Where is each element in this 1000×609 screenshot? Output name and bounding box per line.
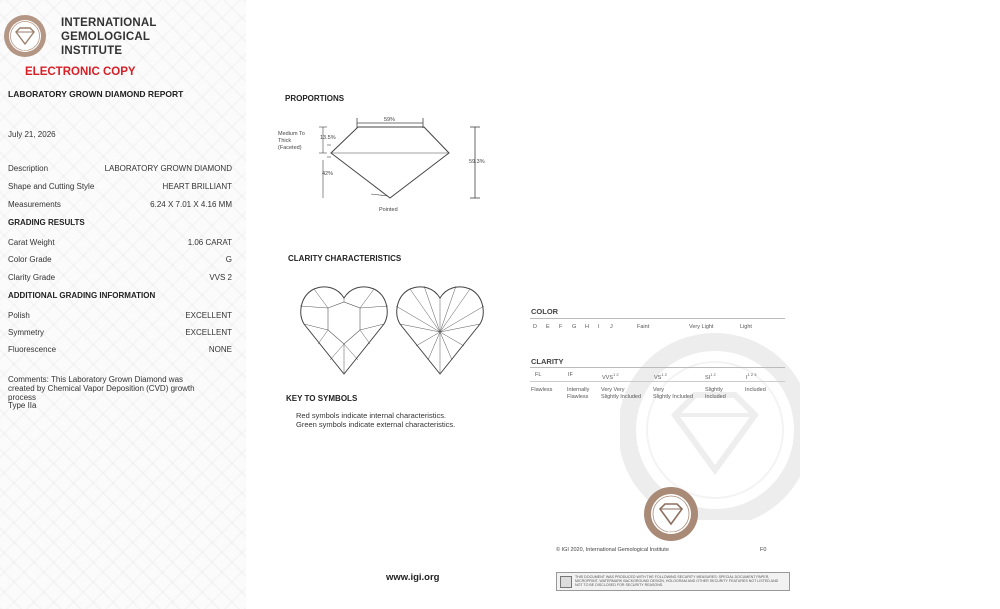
clarity-desc-if [567, 387, 589, 400]
color-grade-value: G [225, 255, 232, 264]
clarity-grade-i [746, 372, 756, 381]
clarity-grade-if: IF [568, 372, 573, 378]
grade-sup: 1 2 [613, 372, 619, 377]
clarity-grade-label: Clarity Grade [8, 273, 56, 282]
grade-text: VS [654, 374, 662, 381]
clarity-grade-si [705, 372, 716, 381]
security-hologram-icon [560, 576, 572, 588]
culet-label: Pointed [379, 207, 398, 213]
color-scale-divider [530, 318, 785, 319]
girdle-label-line: Medium To [278, 131, 305, 137]
crown-percent: 13.5% [320, 135, 336, 141]
description-label: Description [8, 164, 49, 173]
clarity-grade-value: VVS 2 [209, 273, 232, 282]
description-value: LABORATORY GROWN DIAMOND [104, 164, 232, 173]
symmetry-label: Symmetry [8, 328, 44, 337]
igi-bottom-seal [643, 486, 699, 542]
report-date: July 21, 2026 [8, 130, 56, 139]
color-grade-e: E [546, 324, 550, 330]
website-link[interactable]: www.igi.org [386, 572, 440, 583]
carat-value: 1.06 CARAT [187, 238, 232, 247]
heart-pavilion-plot [394, 284, 486, 378]
desc-line: Internally [567, 387, 590, 393]
clarity-characteristics-title: CLARITY CHARACTERISTICS [288, 254, 402, 263]
clarity-desc-fl [531, 387, 552, 394]
svg-text:IGI: IGI [22, 48, 28, 53]
document-code: F0 [760, 547, 767, 553]
svg-text:IGI: IGI [667, 530, 675, 536]
depth-percent: 59.3% [469, 159, 485, 165]
desc-line: Very Very [601, 387, 625, 393]
desc-line: Included [705, 393, 726, 400]
color-grade-g: G [572, 324, 577, 330]
clarity-desc-vvs [601, 387, 641, 400]
polish-label: Polish [8, 311, 30, 320]
grade-sup: 1 2 [710, 372, 716, 377]
pavilion-percent: 42% [322, 171, 334, 177]
clarity-grade-vvs [602, 372, 619, 381]
measurements-value: 6.24 X 7.01 X 4.16 MM [150, 200, 232, 209]
clarity-scale-divider [530, 367, 785, 368]
color-grade-f: F [559, 324, 563, 330]
girdle-label-line: (Faceted) [278, 144, 302, 151]
desc-line: Slightly Included [601, 393, 642, 400]
color-very-light: Very Light [689, 324, 714, 330]
color-grade-label: Color Grade [8, 255, 52, 264]
color-light: Light [740, 324, 752, 330]
comments-line: Type IIa [8, 401, 37, 411]
color-grade-i: I [598, 324, 600, 330]
clarity-desc-i [745, 387, 766, 394]
color-faint: Faint [637, 324, 650, 330]
carat-label: Carat Weight [8, 238, 55, 247]
clarity-desc-vs [653, 387, 693, 400]
grade-text: I [746, 374, 748, 381]
desc-line: Flawless [567, 393, 589, 400]
copyright-text: © IGI 2020, International Gemological Institute [556, 547, 669, 553]
polish-value: EXCELLENT [185, 311, 232, 320]
clarity-desc-si [705, 387, 726, 400]
color-grade-h: H [585, 324, 589, 330]
electronic-copy-label: ELECTRONIC COPY [25, 66, 136, 78]
measurements-label: Measurements [8, 200, 61, 209]
proportions-diagram [275, 110, 500, 220]
girdle-label [278, 131, 305, 151]
desc-line: Slightly Included [653, 393, 694, 400]
clarity-desc-divider [530, 381, 785, 382]
clarity-grade-vs [654, 372, 667, 381]
comments-line: created by Chemical Vapor Deposition (CVD) growth [8, 383, 195, 393]
org-name-line1: INTERNATIONAL [61, 17, 157, 29]
security-strip [556, 572, 790, 591]
table-percent: 59% [384, 117, 396, 123]
desc-line: Flawless [531, 387, 553, 393]
color-grade-j: J [610, 324, 613, 330]
color-scale-title: COLOR [531, 307, 559, 316]
grade-sup: 1 2 [661, 372, 667, 377]
comments-line: process [8, 392, 37, 402]
key-to-symbols-title: KEY TO SYMBOLS [286, 394, 358, 403]
desc-line: Slightly [705, 387, 723, 393]
proportions-title: PROPORTIONS [285, 94, 345, 103]
igi-seal-logo [3, 14, 47, 58]
key-red-line: Red symbols indicate internal characteristics. [296, 411, 447, 420]
fluorescence-label: Fluorescence [8, 345, 57, 354]
grade-sup: 1 2 3 [747, 372, 757, 377]
grade-text: SI [705, 374, 711, 381]
comments-line: Comments: This Laboratory Grown Diamond was [8, 375, 184, 384]
fluorescence-value: NONE [208, 345, 232, 354]
org-name-line3: INSTITUTE [61, 45, 123, 57]
org-name-line2: GEMOLOGICAL [61, 31, 151, 43]
grading-results-title: GRADING RESULTS [8, 218, 85, 227]
clarity-scale-title: CLARITY [531, 357, 564, 366]
report-title: LABORATORY GROWN DIAMOND REPORT [8, 89, 184, 99]
clarity-grade-fl: FL [535, 372, 542, 378]
shape-value: HEART BRILLIANT [162, 182, 232, 191]
desc-line: Included [745, 387, 766, 393]
shape-label: Shape and Cutting Style [8, 182, 95, 191]
additional-info-title: ADDITIONAL GRADING INFORMATION [8, 291, 156, 300]
heart-crown-plot [298, 284, 390, 378]
security-text: THIS DOCUMENT WAS PRODUCED WITH THE FOLLOWING SECURITY MEASURES: SPECIAL DOCUMENT PAPER, MICROPRINT, WATERMARK BACKGROUND DESIGN, HOLOGRAM AND OTHER SECURITY FEATURES NOT LISTED AND NOT TO BE DISCLOSED FOR SECURITY REASONS. [575, 575, 779, 588]
comments-block [8, 376, 244, 411]
girdle-label-line: Thick [278, 137, 292, 144]
key-green-line: Green symbols indicate external characteristics. [296, 420, 456, 429]
color-grade-d: D [533, 324, 537, 330]
symmetry-value: EXCELLENT [185, 328, 232, 337]
desc-line: Very [653, 387, 665, 393]
grade-text: VVS [602, 374, 614, 381]
